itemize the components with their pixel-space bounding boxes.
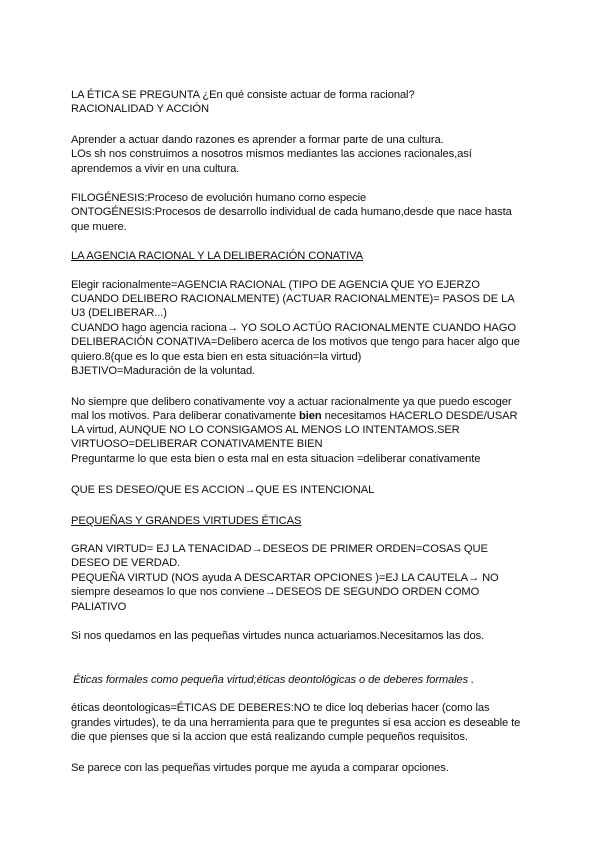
text-line: CUANDO hago agencia raciona→ YO SOLO ACTÚO RACIONALMENTE CUANDO HAGO [71, 322, 516, 334]
italic-line: Éticas formales como pequeña virtud;éticas deontológicas o de deberes formales . [73, 674, 475, 686]
text-line: PEQUEÑA VIRTUD (NOS ayuda A DESCARTAR OPCIONES )=EJ LA CAUTELA→ NO [71, 572, 499, 584]
text-line: LOs sh nos construimos a nosotros mismos mediantes las acciones racionales,así [71, 148, 472, 160]
text-line: ONTOGÉNESIS:Procesos de desarrollo individual de cada humano,desde que nace hasta [71, 206, 512, 218]
text-line: PALIATIVO [71, 601, 127, 613]
text-line: U3 (DELIBERAR...) [71, 307, 167, 319]
text-line: LA ÉTICA SE PREGUNTA ¿En qué consiste actuar de forma racional? [71, 89, 415, 101]
text-line: BJETIVO=Maduración de la voluntad. [71, 365, 256, 377]
text-line: die que pienses que si la accion que está realizando cumple pequeños requisitos. [71, 731, 468, 743]
text-segment: necesitamos HACERLO DESDE/USAR [321, 410, 518, 422]
section-heading: PEQUEÑAS Y GRANDES VIRTUDES ÉTICAS [71, 515, 302, 527]
text-line: VIRTUOSO=DELIBERAR CONATIVAMENTE BIEN [71, 438, 323, 450]
section-heading: LA AGENCIA RACIONAL Y LA DELIBERACIÓN CONATIVA [71, 250, 363, 262]
text-line: Se parece con las pequeñas virtudes porque me ayuda a comparar opciones. [71, 762, 449, 774]
text-line: grandes virtudes), te da una herramienta para que te preguntes si esa accion es deseable te [71, 717, 521, 729]
text-line: quiero.8(que es lo que esta bien en esta situación=la virtud) [71, 351, 362, 363]
text-line: Si nos quedamos en las pequeñas virtudes nunca actuariamos.Necesitamos las dos. [71, 630, 485, 642]
text-segment: mal los motivos. Para deliberar conativamente [71, 410, 299, 422]
bold-word: bien [298, 410, 322, 422]
text-line: RACIONALIDAD Y ACCIÓN [71, 103, 209, 115]
text-line: No siempre que delibero conativamente voy a actuar racionalmente ya que puedo escoger [71, 396, 512, 408]
text-line: CUANDO DELIBERO RACIONALMENTE) (ACTUAR RACIONALMENTE)= PASOS DE LA [71, 293, 515, 305]
text-line: DESEO DE VERDAD. [71, 557, 181, 569]
text-line: DELIBERACIÓN CONATIVA=Delibero acerca de los motivos que tengo para hacer algo que [71, 336, 520, 348]
text-line: Aprender a actuar dando razones es aprender a formar parte de una cultura. [71, 134, 444, 146]
text-line: Elegir racionalmente=AGENCIA RACIONAL (TIPO DE AGENCIA QUE YO EJERZO [71, 279, 480, 291]
text-line: LA virtud, AUNQUE NO LO CONSIGAMOS AL MENOS LO INTENTAMOS.SER [71, 424, 460, 436]
text-line: GRAN VIRTUD= EJ LA TENACIDAD→DESEOS DE PRIMER ORDEN=COSAS QUE [71, 543, 488, 555]
text-line: aprendemos a vivir en una cultura. [71, 163, 240, 175]
text-line [71, 409, 517, 423]
text-line: éticas deontologicas=ÉTICAS DE DEBERES:NO te dice loq deberias hacer (como las [71, 702, 490, 714]
text-line: FILOGÉNESIS:Proceso de evolución humano como especie [71, 192, 367, 204]
text-line: QUE ES DESEO/QUE ES ACCION→QUE ES INTENCIONAL [71, 484, 375, 496]
text-line: Preguntarme lo que esta bien o esta mal en esta situacion =deliberar conativamente [71, 453, 481, 465]
text-line: que muere. [71, 221, 127, 233]
text-line: siempre deseamos lo que nos conviene→DESEOS DE SEGUNDO ORDEN COMO [71, 586, 480, 598]
